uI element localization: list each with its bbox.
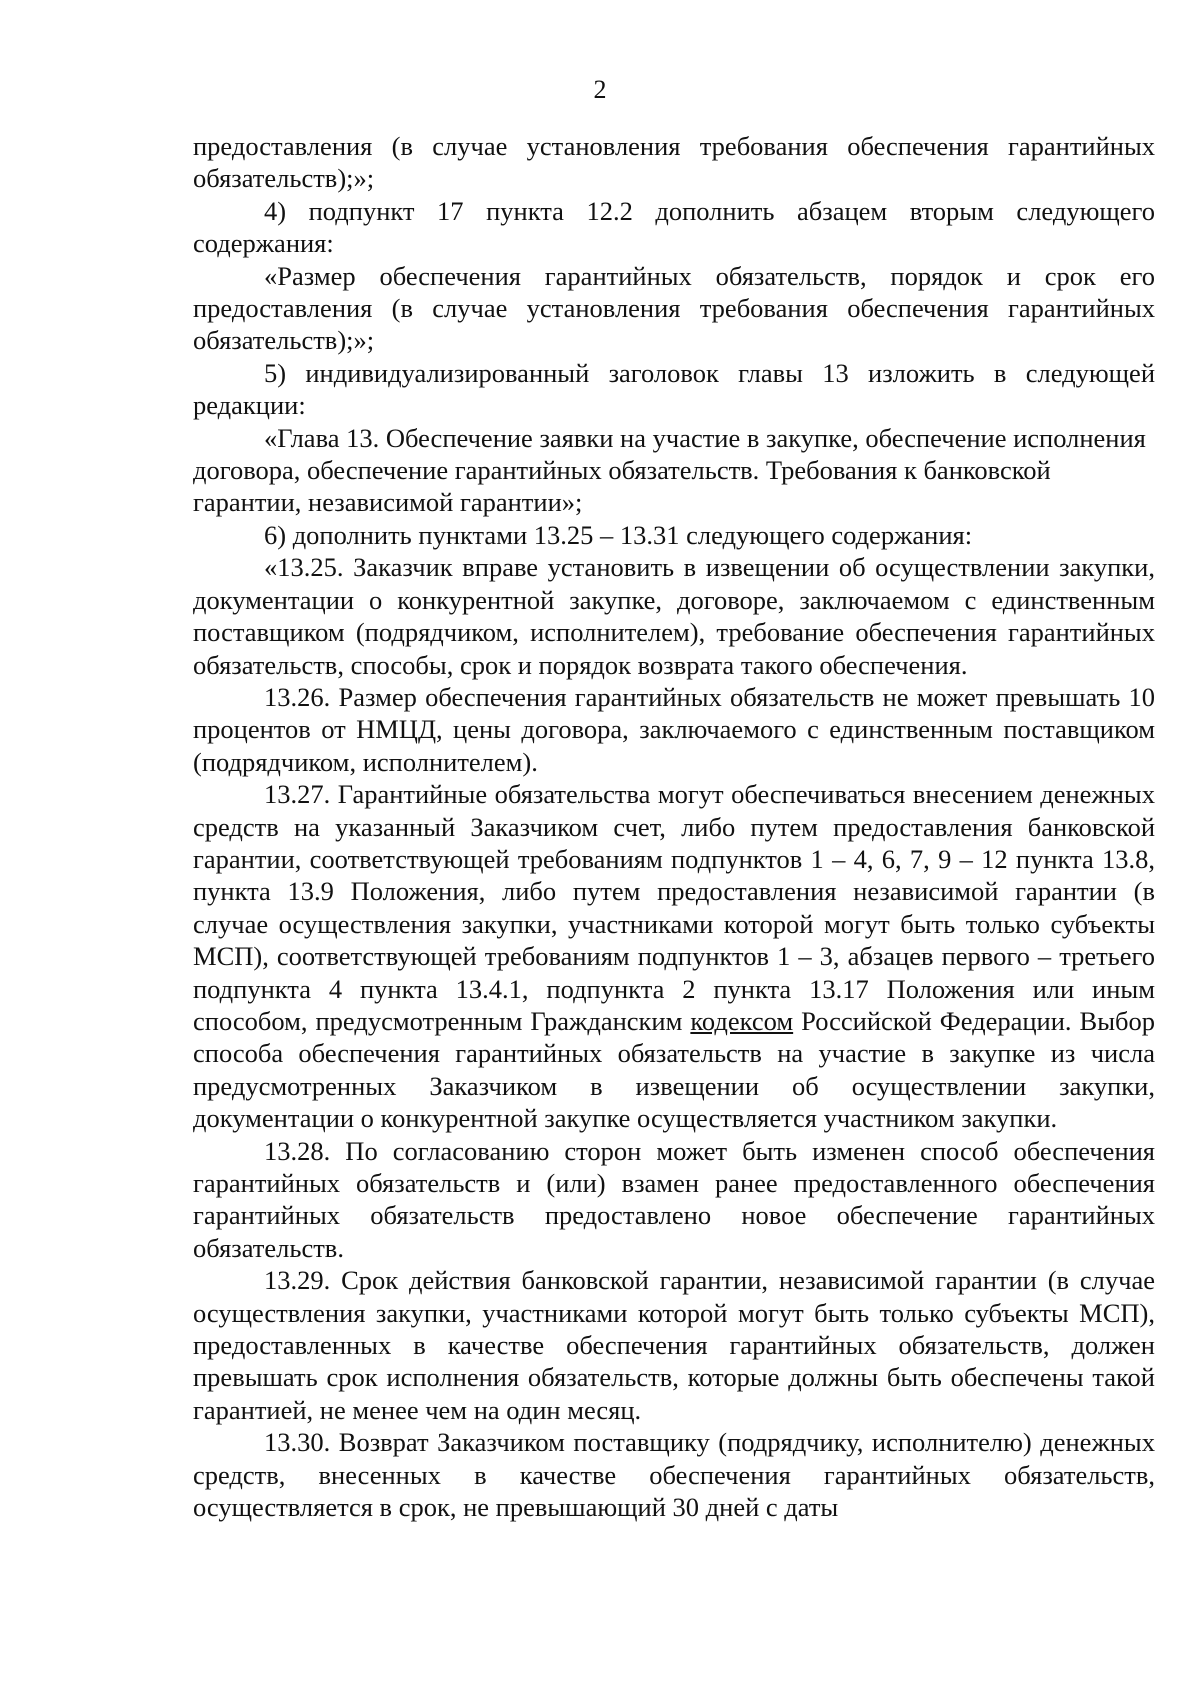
paragraph-13-26: 13.26. Размер обеспечения гарантийных обязательств не может превышать 10 процентов от НМЦД, цены договора, заключаемого с единственным поставщиком (подрядчиком, исполнителем). [193,681,1155,777]
paragraph-13-25: «13.25. Заказчик вправе установить в извещении об осуществлении закупки, документации о конкурентной закупке, договоре, заключаемом с единственным поставщиком (подрядчиком, исполнителем), требование обеспечения гарантийных обязательств, способы, срок и порядок возврата такого обеспечения. [193,552,1155,680]
paragraph-chapter-13-title: «Глава 13. Обеспечение заявки на участие в закупке, обеспечение исполнения договора, обеспечение гарантийных обязательств. Требования к банковской гарантии, независимой гарантии»; [193,422,1146,518]
paragraph-item-5: 5) индивидуализированный заголовок главы 13 изложить в следующей редакции: [193,357,1155,421]
paragraph-13-27-text-start: 13.27. Гарантийные обязательства могут обеспечиваться внесением денежных средств на указанный Заказчиком счет, либо путем предоставления банковской гарантии, соответствующей требованиям подпунктов 1 – 4, 6, 7, 9 – 12 пункта 13.8, пункта 13.9 Положения, либо путем предоставления независимой гарантии (в случае осуществления закупки, участниками которой могут быть только субъекты МСП), соответствующей требованиям подпунктов 1 – 3, абзацев первого – третьего подпункта 4 пункта 13.4.1, подпункта 2 пункта 13.17 Положения или иным способом, предусмотренным Гражданским [193,779,1155,1036]
paragraph-13-27 [193,778,1155,1134]
paragraph-continuation: предоставления (в случае установления требования обеспечения гарантийных обязательств);»; [193,131,1155,194]
civil-code-link[interactable]: кодексом [690,1005,794,1036]
paragraph-item-4: 4) подпункт 17 пункта 12.2 дополнить абзацем вторым следующего содержания: [193,195,1155,259]
document-body [193,130,1155,1523]
paragraph-13-28: 13.28. По согласованию сторон может быть изменен способ обеспечения гарантийных обязательств и (или) взамен ранее предоставленного обеспечения гарантийных обязательств предоставлено новое обеспечение гарантийных обязательств. [193,1135,1155,1263]
paragraph-13-29: 13.29. Срок действия банковской гарантии, независимой гарантии (в случае осуществления закупки, участниками которой могут быть только субъекты МСП), предоставленных в качестве обеспечения гарантийных обязательств, должен превышать срок исполнения обязательств, которые должны быть обеспечены такой гарантией, не менее чем на один месяц. [193,1265,1155,1425]
paragraph-item-6: 6) дополнить пунктами 13.25 – 13.31 следующего содержания: [264,519,973,550]
paragraph-13-30: 13.30. Возврат Заказчиком поставщику (подрядчику, исполнителю) денежных средств, внесенных в качестве обеспечения гарантийных обязательств, осуществляется в срок, не превышающий 30 дней с даты [193,1427,1155,1523]
paragraph-13-27-text-end: Российской Федерации. Выбор способа обеспечения гарантийных обязательств на участие в закупке из числа предусмотренных Заказчиком в извещении об осуществлении закупки, документации о конкурентной закупке осуществляется участником закупки. [193,1005,1156,1134]
page-number: 2 [593,75,607,104]
paragraph-quote-guarantee-size: «Размер обеспечения гарантийных обязательств, порядок и срок его предоставления (в случае установления требования обеспечения гарантийных обязательств);»; [193,260,1155,356]
